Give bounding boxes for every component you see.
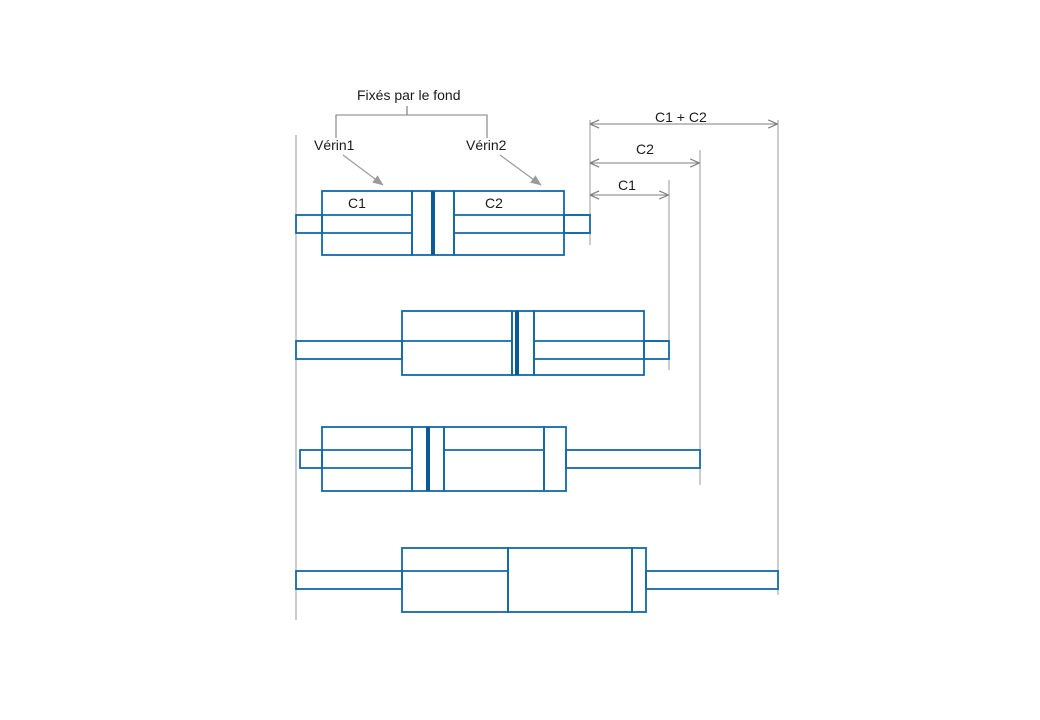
- label-dimension-c2: C2: [636, 141, 654, 157]
- pointer-arrow-verin1: [343, 155, 383, 185]
- label-verin1: Vérin1: [314, 137, 355, 153]
- label-dimension-c1-plus-c2: C1 + C2: [655, 109, 707, 125]
- reference-lines: [296, 120, 778, 620]
- pointer-arrow-verin2: [500, 155, 541, 185]
- label-fixes-par-le-fond: Fixés par le fond: [357, 87, 461, 103]
- stage-3-verin2-extended: [300, 427, 700, 491]
- stage-4-fully-extended: [296, 548, 778, 612]
- brace-fixes-par-le-fond: [336, 106, 487, 138]
- label-chamber-c1: C1: [348, 195, 366, 211]
- stage-1-retracted: [296, 191, 590, 255]
- stage-2-verin1-extended: [296, 311, 669, 375]
- label-dimension-c1: C1: [618, 177, 636, 193]
- label-verin2: Vérin2: [466, 137, 507, 153]
- label-chamber-c2: C2: [485, 195, 503, 211]
